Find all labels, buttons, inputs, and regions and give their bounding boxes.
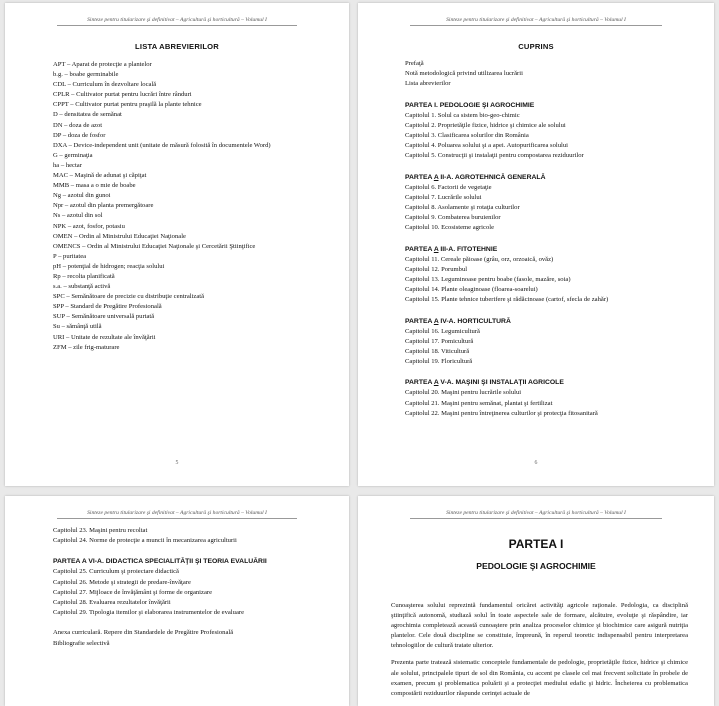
part-heading-text: V-A. MAŞINI ŞI INSTALAŢII AGRICOLE (438, 379, 564, 387)
chapter-group (53, 526, 349, 546)
page-number: 6 (534, 460, 538, 466)
toc-chapter: Capitolul 8. Asolamente şi rotaţia culturilor (405, 204, 520, 212)
abbreviation-item: b.g. – boabe germinabile (53, 71, 119, 79)
abbreviation-item: SPP – Standard de Pregătire Profesională (53, 303, 162, 311)
part-heading (405, 172, 714, 183)
toc-chapter: Capitolul 6. Factorii de vegetaţie (405, 183, 492, 191)
toc-chapter: Capitolul 29. Tipologia itemilor şi elaborarea instrumentelor de evaluare (53, 609, 244, 617)
page-contents-continued (5, 496, 349, 706)
abbreviation-item: CPLR – Cultivator purtat pentru lucrări între rânduri (53, 91, 192, 99)
part-heading-article: A (433, 379, 439, 387)
abbreviation-item: SPC – Semănătoare de precizie cu distribuţie centralizată (53, 293, 205, 301)
part-heading (405, 377, 714, 388)
part-heading (405, 244, 714, 255)
body-paragraph: Prezenta parte tratează sistematic conceptele fundamentale de pedologie, proprietăţile fizice, hidrice şi chimice ale solului, principalele tipuri de sol din România, cu accent pe clasele cel mai frecvent solicitate în probele de examen, precum şi problematica poluării şi a protecţiei mediului edafic şi hidric. Încheierea cu problematica compostării reziduurilor răspunde cerinţei actuale de (391, 659, 688, 697)
body-paragraph: Cunoaşterea solului reprezintă fundamentul oricărei activităţi agricole raţionale. Pedologia, ca disciplină ştiinţifică autonomă, studiază solul în toate aspectele sale de formare, alcătuire, evoluţie şi răspândire, iar agrochimia completează această cunoaştere prin analiza proceselor chimice şi biochimice care asigură nutriţia plantelor. Cele două discipline se constituie, împreună, în reperul teoretic indispensabil pentru interpretarea tehnologiilor de cultură tratate ulterior. (391, 602, 688, 650)
abbreviation-item: DN – doza de azot (53, 121, 103, 129)
running-header: Sinteze pentru titularizare şi definitivat – Agricultură şi horticultură – Volumul I (446, 510, 626, 516)
abbreviation-item: pH – potenţial de hidrogen; reacţia solului (53, 262, 165, 270)
part-heading-text: PARTEA (405, 173, 434, 181)
toc-chapter: Capitolul 15. Plante tehnice tuberifere şi rădăcinoase (cartof, sfecla de zahăr) (405, 296, 609, 304)
part-heading (405, 316, 714, 327)
part-heading-text: PARTEA I. PEDOLOGIE ŞI AGROCHIMIE (405, 101, 535, 109)
toc-chapter: Capitolul 17. Pomicultură (405, 337, 474, 345)
abbreviation-item: URI – Unitate de rezultate ale învăţării (53, 333, 156, 341)
abbreviation-item: MAC – Maşină de adunat şi căpiţat (53, 172, 147, 180)
toc-chapter: Capitolul 12. Porumbul (405, 265, 468, 273)
part-heading-text: IV-A. HORTICULTURĂ (438, 317, 511, 325)
abbreviation-list (5, 60, 349, 353)
page-abbreviations (5, 3, 349, 486)
toc-chapter: Capitolul 21. Maşini pentru semănat, plantat şi fertilizat (405, 399, 553, 407)
running-header: Sinteze pentru titularizare şi definitivat – Agricultură şi horticultură – Volumul I (87, 17, 267, 23)
toc-chapter: Capitolul 10. Ecosisteme agricole (405, 224, 494, 232)
abbreviation-item: ZFM – zile frig-maturare (53, 343, 120, 351)
toc-chapter: Capitolul 7. Lucrările solului (405, 193, 482, 201)
body-text (358, 601, 714, 699)
toc-chapter: Capitolul 14. Plante oleaginoase (floarea-soarelui) (405, 286, 538, 294)
abbreviation-item: ha – hectar (53, 161, 82, 169)
toc-chapter: Capitolul 13. Leguminoase pentru boabe (fasole, mazăre, soia) (405, 276, 571, 284)
toc-chapter: Capitolul 9. Combaterea buruienilor (405, 214, 501, 222)
part-heading-article: A (433, 173, 439, 181)
toc-chapter: Capitolul 26. Metode şi strategii de predare-învăţare (53, 578, 191, 586)
part-heading-article: A (433, 245, 439, 253)
abbreviation-item: CDL – Curriculum în dezvoltare locală (53, 81, 157, 89)
toc-chapter: Capitolul 3. Clasificarea solurilor din România (405, 132, 529, 140)
toc-chapter: Capitolul 23. Maşini pentru recoltat (53, 527, 148, 534)
toc-entry: Anexa curriculară. Repere din Standardele de Pregătire Profesională (53, 629, 234, 637)
chapter-group (53, 567, 349, 618)
abbreviation-item: Rp – recolta planificată (53, 272, 115, 280)
abbreviation-item: MMB – masa a o mie de boabe (53, 182, 136, 190)
abbreviation-item: SUP – Semănătoare universală purtată (53, 313, 155, 321)
page-number: 5 (175, 460, 179, 466)
header-rule (57, 25, 297, 26)
page-part-one (358, 496, 714, 706)
toc-continued (5, 519, 349, 649)
annex-group (53, 628, 349, 648)
header-rule (410, 518, 662, 519)
toc-chapter: Capitolul 20. Maşini pentru lucrările solului (405, 389, 522, 397)
part-subtitle: PEDOLOGIE ŞI AGROCHIMIE (476, 561, 596, 571)
toc-entry: Bibliografie selectivă (53, 639, 110, 647)
abbreviation-item: G – germinaţia (53, 151, 93, 159)
part-heading-text: PARTEA (405, 379, 434, 387)
abbreviation-item: P – puritatea (53, 252, 87, 260)
abbreviation-item: DXA – Device-independent unit (unitate de măsură folosită în documentele Word) (53, 141, 271, 149)
part-heading (405, 100, 714, 111)
toc-entry: Lista abrevierilor (405, 80, 451, 88)
abbreviation-item: OMENCS – Ordin al Ministrului Educaţiei Naţionale şi Cercetării Ştiinţifice (53, 242, 256, 250)
toc-chapter: Capitolul 25. Curriculum şi proiectare didactică (53, 568, 179, 576)
abbreviation-item: D – densitatea de semănat (53, 111, 122, 119)
abbreviation-item: Npr – azotul din planta premergătoare (53, 202, 154, 210)
abbreviation-item: Ns – azotul din sol (53, 212, 103, 220)
part-heading-text: PARTEA (405, 317, 434, 325)
part-title: PARTEA I (508, 537, 564, 551)
toc-chapter: Capitolul 4. Poluarea solului şi a apei. Autopurificarea solului (405, 142, 568, 150)
toc-chapter: Capitolul 18. Viticultură (405, 348, 470, 356)
toc-entry: Notă metodologică privind utilizarea lucrării (405, 70, 523, 78)
part-heading-text: II-A. AGROTEHNICĂ GENERALĂ (438, 173, 546, 181)
toc-chapter: Capitolul 1. Solul ca sistem bio-geo-chimic (405, 111, 520, 119)
toc-chapter: Capitolul 11. Cereale păioase (grâu, orz, orzoaică, ovăz) (405, 255, 554, 263)
toc-chapter: Capitolul 24. Norme de protecţie a muncii în mecanizarea agriculturii (53, 537, 237, 545)
running-header: Sinteze pentru titularizare şi definitivat – Agricultură şi horticultură – Volumul I (446, 17, 626, 23)
abbreviation-item: Su – sămânţă utilă (53, 323, 102, 331)
abbreviation-item: s.a. – substanţă activă (53, 283, 111, 291)
toc-chapter: Capitolul 28. Evaluarea rezultatelor învăţării (53, 599, 171, 607)
toc-chapter: Capitolul 16. Legumicultură (405, 327, 480, 335)
table-of-contents (358, 59, 714, 419)
abbreviation-item: DP – doza de fosfor (53, 131, 106, 139)
toc-chapter: Capitolul 27. Mijloace de învăţământ şi forme de organizare (53, 588, 212, 596)
page-title: CUPRINS (518, 42, 554, 51)
abbreviation-item: CPPT – Cultivator purtat pentru praşilă la plante tehnice (53, 101, 202, 109)
part-heading: PARTEA A VI-A. DIDACTICA SPECIALITĂŢII ŞI TEORIA EVALUĂRII (53, 558, 267, 566)
toc-chapter: Capitolul 2. Proprietăţile fizice, hidrice şi chimice ale solului (405, 121, 566, 129)
toc-entry: Prefaţă (405, 60, 424, 67)
abbreviation-item: NPK – azot, fosfor, potasiu (53, 222, 125, 230)
page-contents (358, 3, 714, 486)
abbreviation-item: Ng – azotul din gunoi (53, 192, 111, 200)
part-heading-article: A (433, 317, 439, 325)
toc-chapter: Capitolul 19. Floricultură (405, 358, 473, 366)
toc-chapter: Capitolul 22. Maşini pentru întreţinerea culturilor şi protecţia fitosanitară (405, 409, 598, 417)
part-heading-text: III-A. FITOTEHNIE (438, 245, 498, 253)
header-rule (410, 25, 662, 26)
part-heading-text: PARTEA (405, 245, 434, 253)
running-header: Sinteze pentru titularizare şi definitivat – Agricultură şi horticultură – Volumul I (87, 510, 267, 516)
toc-chapter: Capitolul 5. Construcţii şi instalaţii pentru compostarea reziduurilor (405, 152, 584, 160)
abbreviation-item: APT – Aparat de protecţie a plantelor (53, 61, 152, 68)
page-title: LISTA ABREVIERILOR (135, 42, 219, 51)
abbreviation-item: OMEN – Ordin al Ministrului Educaţiei Naţionale (53, 232, 186, 240)
